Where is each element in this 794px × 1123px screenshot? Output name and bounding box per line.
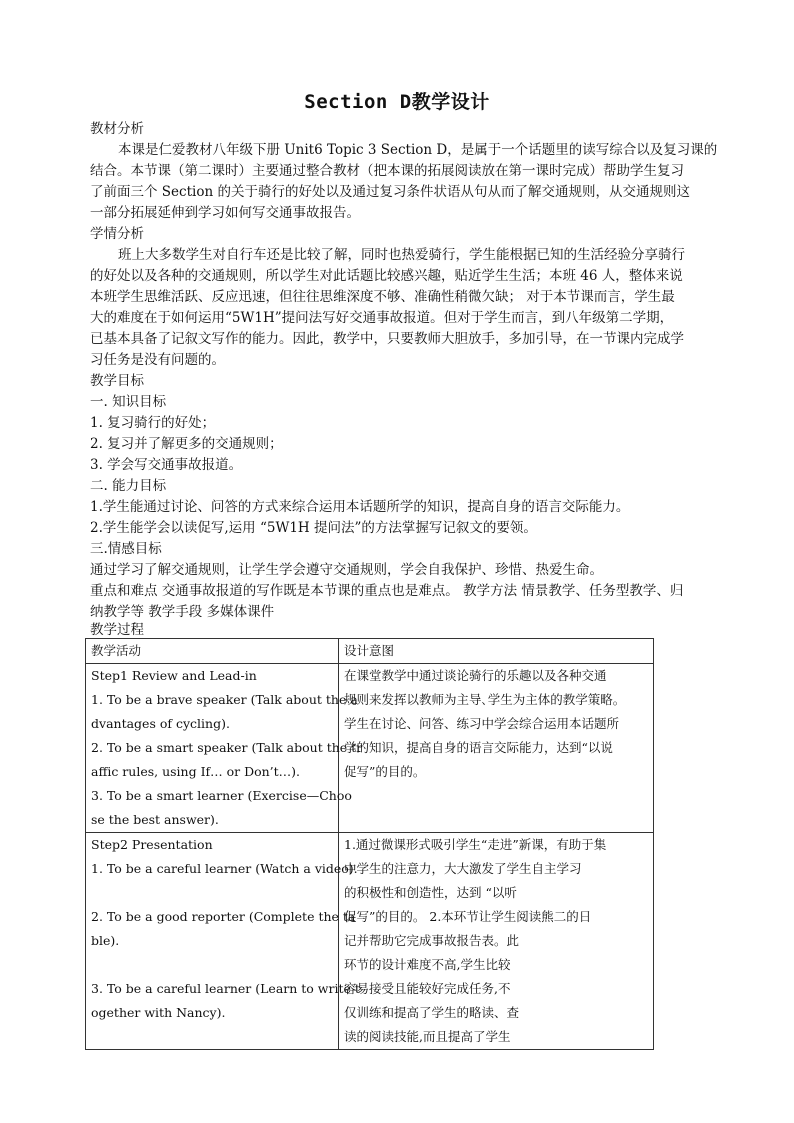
emotion-line: 通过学习了解交通规则，让学生学会遵守交通规则，学会自我保护、珍惜、热爱生命。 xyxy=(90,562,603,578)
learner-paragraph-line: 已基本具备了记叙文写作的能力。因此，教学中，只要教师大胆放手，多加引导，在一节课内完成学 xyxy=(90,331,684,347)
learner-paragraph-line: 班上大多数学生对自行车还是比较了解，同时也热爱骑行，学生能根据已知的生活经验分享骑行 xyxy=(118,247,685,263)
textbook-heading: 教材分析 xyxy=(90,121,144,137)
intent-line: 学的知识，提高自身的语言交际能力，达到“以说 xyxy=(344,740,613,755)
textbook-paragraph-line: 了前面三个 Section 的关于骑行的好处以及通过复习条件状语从句从而了解交通规则，从交通规则这 xyxy=(90,184,690,200)
knowledge-heading: 一. 知识目标 xyxy=(90,394,167,410)
intent-line: 记并帮助它完成事故报告表。此 xyxy=(344,933,520,948)
intent-line: 1.通过微课形式吸引学生“走进”新课，有助于集 xyxy=(344,837,607,852)
textbook-paragraph-line: 本课是仁爱教材八年级下册 Unit6 Topic 3 Section D，是属于一个话题里的读写综合以及复习课的 xyxy=(118,142,718,158)
table-row xyxy=(86,833,654,1050)
activity-line: ble). xyxy=(91,933,120,948)
learner-heading: 学情分析 xyxy=(90,226,144,242)
textbook-paragraph-line: 结合。本节课（第二课时）主要通过整合教材（把本课的拓展阅读放在第一课时完成）帮助学生复习 xyxy=(90,163,684,179)
intent-cell xyxy=(339,833,654,1050)
table-row xyxy=(86,664,654,833)
intent-line: 促写”的目的。 xyxy=(344,764,426,779)
intent-cell xyxy=(339,664,654,833)
activity-line: 3. To be a careful learner (Learn to write t xyxy=(91,981,360,996)
activity-line: 1. To be a brave speaker (Talk about the a xyxy=(91,692,358,707)
knowledge-item: 3. 学会写交通事故报道。 xyxy=(90,457,243,473)
learner-paragraph-line: 习任务是没有问题的。 xyxy=(90,352,225,368)
activity-line: Step2 Presentation xyxy=(91,837,213,852)
activity-cell xyxy=(86,833,360,1050)
activity-line: Step1 Review and Lead-in xyxy=(91,668,257,683)
learner-paragraph-line: 本班学生思维活跃、反应迅速，但往往思维深度不够、准确性稍微欠缺； 对于本节课而言，学生最 xyxy=(90,289,675,305)
table-header-row xyxy=(86,639,654,664)
activity-line: ogether with Nancy). xyxy=(91,1005,226,1020)
blank-line xyxy=(91,953,334,977)
intent-line: 的积极性和创造性，达到 “以听 xyxy=(344,885,517,900)
ability-item: 1.学生能通过讨论、问答的方式来综合运用本话题所学的知识，提高自身的语言交际能力。 xyxy=(90,499,630,515)
activity-line: 2. To be a good reporter (Complete the ta xyxy=(91,909,356,924)
activity-line: 3. To be a smart learner (Exercise—Choo xyxy=(91,788,352,803)
page-title: Section D教学设计 xyxy=(304,91,490,113)
learner-paragraph-line: 的好处以及各种的交通规则，所以学生对此话题比较感兴趣，贴近学生生活；本班 46 人，整体来说 xyxy=(90,268,683,284)
activity-line: se the best answer). xyxy=(91,812,219,827)
emotion-heading: 三.情感目标 xyxy=(90,541,162,557)
intent-line: 在课堂教学中通过谈论骑行的乐趣以及各种交通 xyxy=(344,668,607,683)
intent-line: 促写”的目的。 2.本环节让学生阅读熊二的日 xyxy=(344,909,592,924)
intent-line: 中学生的注意力，大大激发了学生自主学习 xyxy=(344,861,582,876)
learner-paragraph-line: 大的难度在于如何运用“5W1H”提问法写好交通事故报道。但对于学生而言，到八年级第二学期， xyxy=(90,310,674,326)
intent-line: 环节的设计难度不高,学生比较 xyxy=(344,957,511,972)
activity-cell xyxy=(86,664,363,833)
activity-line: 1. To be a careful learner (Watch a video). xyxy=(91,861,358,876)
intent-line: 读的阅读技能,而且提高了学生 xyxy=(344,1029,511,1044)
intent-line: 学生在讨论、问答、练习中学会综合运用本话题所 xyxy=(344,716,620,731)
keypoints-line: 纳教学等 教学手段 多媒体课件 xyxy=(90,604,275,620)
activity-line: affic rules, using If… or Don’t…). xyxy=(91,764,301,779)
ability-heading: 二. 能力目标 xyxy=(90,478,167,494)
keypoints-line: 重点和难点 交通事故报道的写作既是本节课的重点也是难点。 教学方法 情景教学、任务型教学、归 xyxy=(90,583,684,599)
blank-line xyxy=(91,881,334,905)
activity-line: 2. To be a smart speaker (Talk about the tr xyxy=(91,740,363,755)
column-header-intent: 设计意图 xyxy=(339,639,654,664)
teaching-process-table xyxy=(85,638,654,1050)
column-header-activity: 教学活动 xyxy=(86,639,339,664)
knowledge-item: 1. 复习骑行的好处； xyxy=(90,415,216,431)
activity-line: dvantages of cycling). xyxy=(91,716,230,731)
intent-line: 仅训练和提高了学生的略读、查 xyxy=(344,1005,520,1020)
intent-line: 容易接受且能较好完成任务,不 xyxy=(344,981,511,996)
knowledge-item: 2. 复习并了解更多的交通规则； xyxy=(90,436,283,452)
textbook-paragraph-line: 一部分拓展延伸到学习如何写交通事故报告。 xyxy=(90,205,360,221)
process-heading: 教学过程 xyxy=(90,622,144,638)
goals-heading: 教学目标 xyxy=(90,373,144,389)
intent-line: 规则来发挥以教师为主导､学生为主体的教学策略｡ xyxy=(344,692,620,707)
ability-item: 2.学生能学会以读促写,运用 “5W1H 提问法”的方法掌握写记叙文的要领。 xyxy=(90,520,537,536)
